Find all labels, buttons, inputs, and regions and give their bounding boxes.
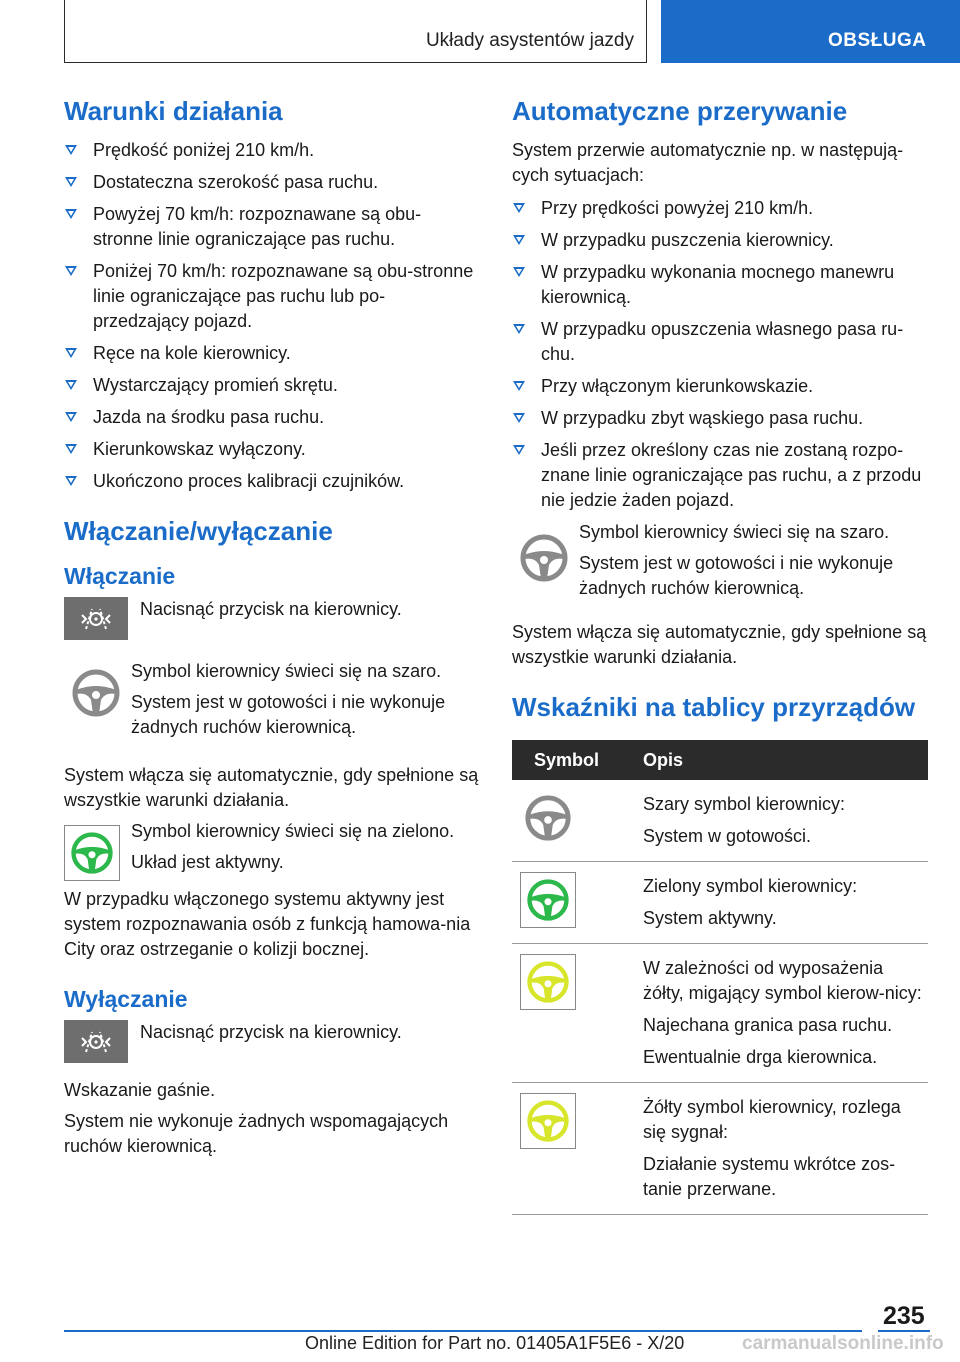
bullet-triangle-icon [65, 476, 77, 486]
table-cell-text: System w gotowości. [643, 826, 812, 847]
bullet-triangle-icon [513, 235, 525, 245]
table-cell-text: Działanie systemu wkrótce zos-tanie przerwane. [643, 1154, 896, 1200]
conditions-list [64, 138, 480, 494]
auto-on-text: System włącza się automatycznie, gdy spełnione są wszystkie warunki działania. [64, 764, 479, 810]
footer-rule [64, 1330, 862, 1332]
gray-ready-text: System jest w gotowości i nie wykonuje żadnych ruchów kierownicą. [131, 691, 446, 737]
page-number: 235 [883, 1302, 925, 1330]
steering-wheel-yellow-blink-icon [520, 954, 576, 1010]
table-cell-text: System aktywny. [643, 908, 777, 929]
bullet-triangle-icon [513, 203, 525, 213]
gray-symbol-row [64, 659, 480, 763]
on-press-text: Nacisnąć przycisk na kierownicy. [140, 598, 402, 619]
bullet-triangle-icon [513, 445, 525, 455]
table-cell-text: W zależności od wyposażenia żółty, migający symbol kierow-nicy: [643, 958, 922, 1004]
steering-wheel-gray-icon [64, 665, 128, 721]
off-button-row [64, 1020, 480, 1078]
table-cell-text: Ewentualnie drga kierownica. [643, 1047, 878, 1068]
list-item: Ręce na kole kierownicy. [64, 341, 480, 366]
green-symbol-text: Symbol kierownicy świeci się na zielono. [131, 820, 455, 841]
header-frame [64, 0, 647, 63]
off-heading: Wyłączanie [64, 985, 188, 1012]
list-item: W przypadku puszczenia kierownicy. [512, 228, 928, 253]
table-cell-text: Zielony symbol kierownicy: [643, 876, 858, 897]
active-info-text: W przypadku włączonego systemu aktywny jest system rozpoznawania osób z funkcją hamowa-nia City oraz ostrzeganie o kolizji bocznej. [64, 888, 471, 959]
gray-symbol-row [512, 520, 928, 620]
table-cell-text: Żółty symbol kierownicy, rozlega się sygnał: [643, 1097, 901, 1143]
auto-stop-list [512, 196, 928, 513]
off-press-text: Nacisnąć przycisk na kierownicy. [140, 1021, 402, 1042]
col-desc-header: Opis [643, 740, 928, 780]
list-item: W przypadku opuszczenia własnego pasa ru-chu. [512, 317, 928, 367]
gray-symbol-text: Symbol kierownicy świeci się na szaro. [579, 522, 890, 543]
table-row [512, 862, 928, 944]
list-item: Poniżej 70 km/h: rozpoznawane są obu-stronne linie ograniczające pas ruchu lub po-przedzający pojazd. [64, 259, 480, 334]
bullet-triangle-icon [65, 177, 77, 187]
indicators-heading: Wskaźniki na tablicy przyrządów [512, 692, 916, 723]
list-item: Powyżej 70 km/h: rozpoznawane są obu-stronne linie ograniczające pas ruchu. [64, 202, 480, 252]
auto-on-text: System włącza się automatycznie, gdy spełnione są wszystkie warunki działania. [512, 622, 927, 668]
list-item: W przypadku wykonania mocnego manewru kierownicą. [512, 260, 928, 310]
steering-wheel-green-icon [520, 872, 576, 928]
list-item: Ukończono proces kalibracji czujników. [64, 469, 480, 494]
list-item: Jeśli przez określony czas nie zostaną rozpo-znane linie ograniczające pas ruchu, a z przodu nie jedzie żaden pojazd. [512, 438, 928, 513]
on-heading: Włączanie [64, 563, 176, 590]
list-item: Dostateczna szerokość pasa ruchu. [64, 170, 480, 195]
green-symbol-row [64, 819, 480, 887]
bullet-triangle-icon [65, 145, 77, 155]
tab-label: OBSŁUGA [828, 30, 927, 51]
bullet-triangle-icon [65, 348, 77, 358]
list-item: Kierunkowskaz wyłączony. [64, 437, 480, 462]
list-item: Wystarczający promień skrętu. [64, 373, 480, 398]
steering-wheel-green-icon [64, 825, 120, 881]
section-title: Układy asystentów jazdy [425, 30, 634, 51]
list-item: Prędkość poniżej 210 km/h. [64, 138, 480, 163]
lane-assist-button-icon [64, 597, 128, 640]
steering-wheel-gray-icon [520, 790, 576, 846]
left-column [64, 96, 480, 1159]
col-symbol-header: Symbol [512, 740, 643, 780]
bullet-triangle-icon [65, 266, 77, 276]
list-item: W przypadku zbyt wąskiego pasa ruchu. [512, 406, 928, 431]
gray-symbol-text: Symbol kierownicy świeci się na szaro. [131, 660, 442, 681]
green-active-text: Układ jest aktywny. [131, 851, 284, 872]
gray-ready-text: System jest w gotowości i nie wykonuje żadnych ruchów kierownicą. [579, 553, 894, 599]
auto-stop-heading: Automatyczne przerywanie [512, 96, 848, 126]
footer-rule-short [878, 1330, 930, 1332]
list-item: Przy włączonym kierunkowskazie. [512, 374, 928, 399]
onoff-heading: Włączanie/wyłączanie [64, 516, 333, 547]
watermark: carmanualsonline.info [742, 1333, 944, 1354]
list-item: Przy prędkości powyżej 210 km/h. [512, 196, 928, 221]
table-cell-text: Szary symbol kierownicy: [643, 794, 846, 815]
table-cell-text: Najechana granica pasa ruchu. [643, 1015, 893, 1036]
list-item: Jazda na środku pasa ruchu. [64, 405, 480, 430]
conditions-heading: Warunki działania [64, 96, 283, 126]
table-header-row [512, 740, 928, 780]
table-row [512, 780, 928, 862]
steering-wheel-gray-icon [512, 530, 576, 586]
on-button-row [64, 597, 480, 659]
table-row [512, 1083, 928, 1215]
bullet-triangle-icon [65, 412, 77, 422]
bullet-triangle-icon [513, 413, 525, 423]
bullet-triangle-icon [513, 267, 525, 277]
edition-text: Online Edition for Part no. 01405A1F5E6 - X/20 [305, 1333, 685, 1353]
bullet-triangle-icon [513, 324, 525, 334]
bullet-triangle-icon [513, 381, 525, 391]
auto-stop-intro: System przerwie automatycznie np. w następują-cych sytuacjach: [512, 140, 904, 186]
bullet-triangle-icon [65, 209, 77, 219]
table-row [512, 944, 928, 1083]
bullet-triangle-icon [65, 444, 77, 454]
off-info-text: System nie wykonuje żadnych wspomagających ruchów kierownicą. [64, 1110, 449, 1156]
off-goes-out-text: Wskazanie gaśnie. [64, 1079, 216, 1100]
bullet-triangle-icon [65, 380, 77, 390]
right-column [512, 96, 928, 1215]
steering-wheel-yellow-sound-icon [520, 1093, 576, 1149]
indicators-table [512, 740, 928, 1215]
tab-obsluga[interactable] [661, 0, 960, 63]
lane-assist-button-icon [64, 1020, 128, 1063]
